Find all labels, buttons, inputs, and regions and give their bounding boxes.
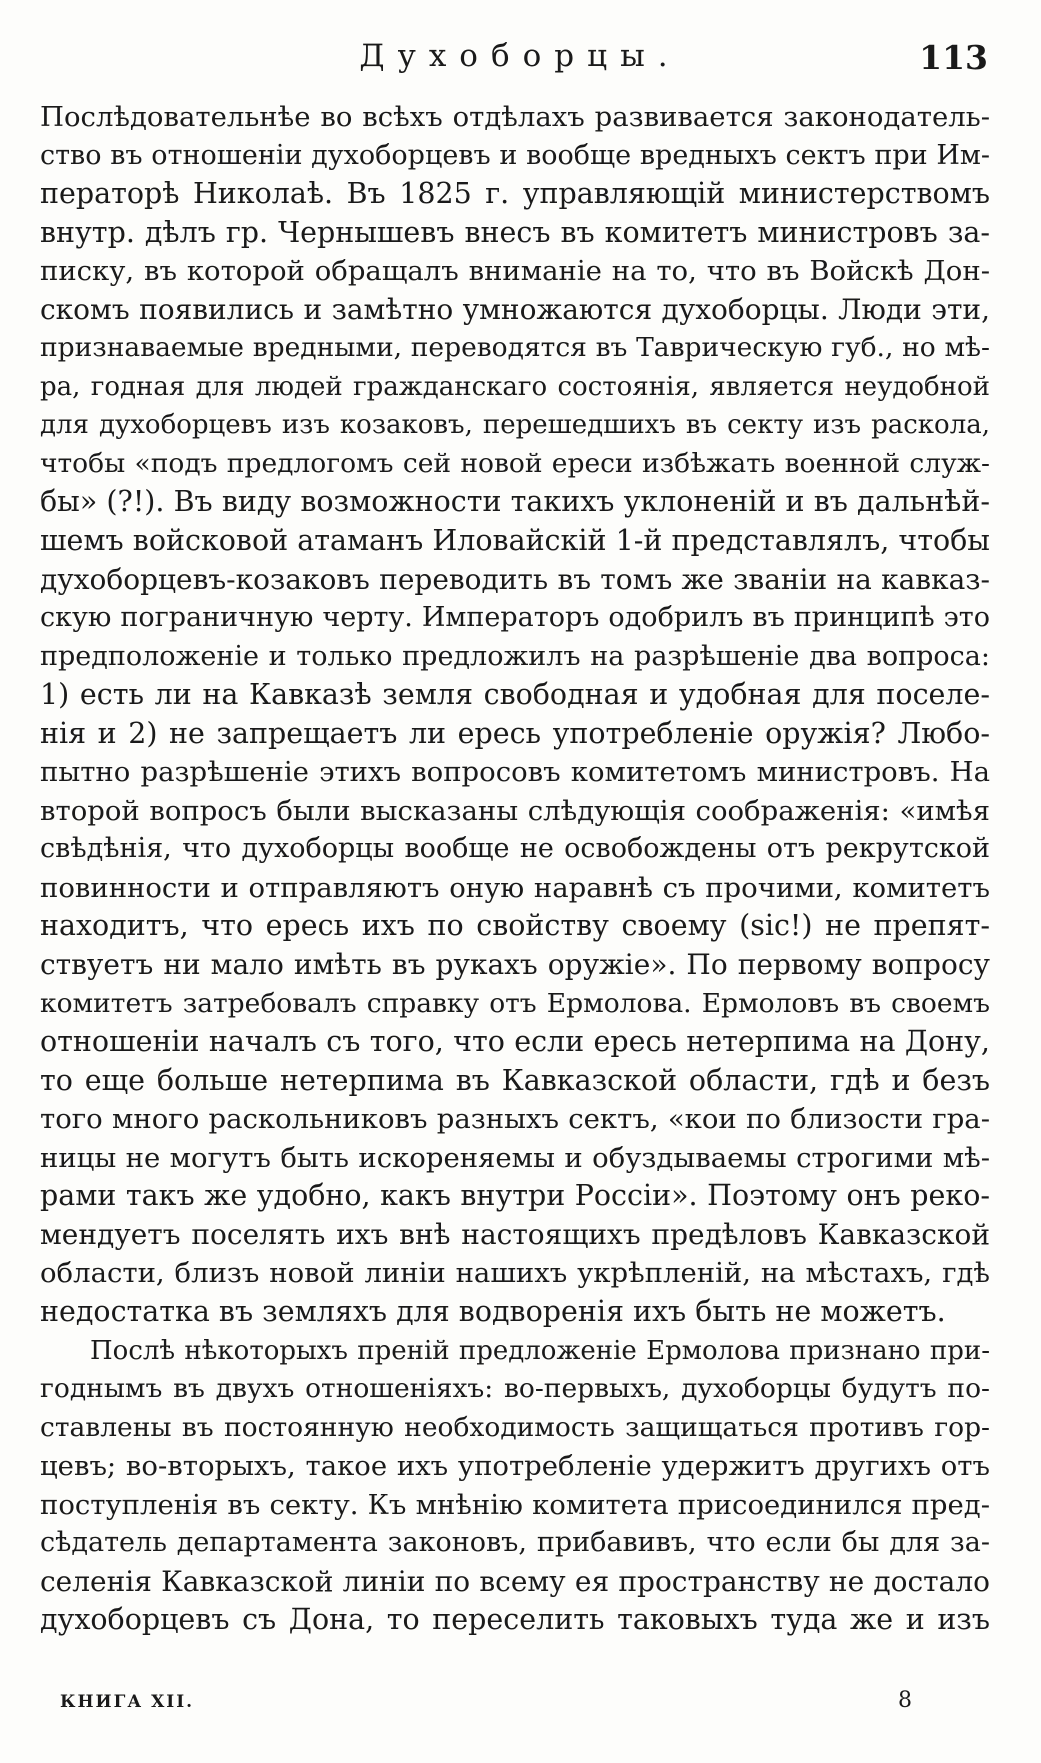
text-line: 1) есть ли на Кавказѣ земля свободная и удобная для поселе- xyxy=(40,678,990,712)
page-number: 113 xyxy=(919,38,988,77)
text-line: области, близъ новой линіи нашихъ укрѣпленій, на мѣстахъ, гдѣ xyxy=(40,1257,990,1290)
text-line: шемъ войсковой атаманъ Иловайскій 1-й представлялъ, чтобы xyxy=(40,524,990,558)
text-line: второй вопросъ были высказаны слѣдующія соображенія: «имѣя xyxy=(40,794,990,827)
text-line: предположеніе и только предложилъ на разрѣшеніе два вопроса: xyxy=(40,640,990,672)
text-line: годнымъ въ двухъ отношеніяхъ: во-первыхъ, духоборцы будутъ по- xyxy=(40,1373,990,1405)
text-line: скую пограничную черту. Императоръ одобрилъ въ принципѣ это xyxy=(40,602,990,634)
text-line: ницы не могутъ быть искореняемы и обуздываемы строгими мѣ- xyxy=(40,1141,990,1174)
text-line: нія и 2) не запрещаетъ ли ересь употребленіе оружія? Любо- xyxy=(40,716,990,750)
text-line: находитъ, что ересь ихъ по свойству своему (sic!) не препят- xyxy=(40,909,990,943)
text-line: ствуетъ ни мало имѣть въ рукахъ оружіе». По первому вопросу xyxy=(40,948,990,982)
text-line: ство въ отношеніи духоборцевъ и вообще вредныхъ сектъ при Им- xyxy=(40,139,990,171)
text-line: цевъ; во-вторыхъ, такое ихъ употребленіе удержитъ другихъ отъ xyxy=(40,1450,990,1483)
text-line: селенія Кавказской линіи по всему ея пространству не достало xyxy=(40,1564,990,1598)
text-line: отношеніи началъ съ того, что если ересь нетерпима на Дону, xyxy=(40,1025,990,1059)
text-line: чтобы «подъ предлогомъ сей новой ереси избѣжать военной служ- xyxy=(40,447,990,479)
text-line: свѣдѣнія, что духоборцы вообще не освобождены отъ рекрутской xyxy=(40,833,990,865)
text-line: поступленія въ секту. Къ мнѣнію комитета присоединился пред- xyxy=(40,1488,990,1521)
text-line: писку, въ которой обращалъ вниманіе на то, что въ Войскѣ Дон- xyxy=(40,255,990,288)
text-line: Послѣдовательнѣе во всѣхъ отдѣлахъ развивается законодатель- xyxy=(40,101,990,133)
text-line: повинности и отправляютъ оную наравнѣ съ прочими, комитетъ xyxy=(40,871,990,904)
text-line: пытно разрѣшеніе этихъ вопросовъ комитетомъ министровъ. На xyxy=(40,756,990,789)
text-line: бы» (?!). Въ виду возможности такихъ уклоненій и въ дальнѣй- xyxy=(40,485,990,519)
text-line: признаваемые вредными, переводятся въ Таврическую губ., но мѣ- xyxy=(40,332,990,364)
text-line: ставлены въ постоянную необходимость защищаться противъ гор- xyxy=(40,1411,990,1443)
text-line: то еще больше нетерпима въ Кавказской области, гдѣ и безъ xyxy=(40,1063,990,1097)
text-line: ператорѣ Николаѣ. Въ 1825 г. управляющій министерствомъ xyxy=(40,177,990,211)
text-line: ра, годная для людей гражданскаго состоянія, является неудобной xyxy=(40,371,990,402)
body-text xyxy=(40,98,990,1640)
text-line: мендуетъ поселять ихъ внѣ настоящихъ предѣловъ Кавказской xyxy=(40,1217,990,1251)
running-title: Духоборцы. xyxy=(359,38,681,74)
text-line: для духоборцевъ изъ козаковъ, перешедшихъ въ секту изъ раскола, xyxy=(40,410,990,441)
text-line: сѣдатель департамента законовъ, прибавивъ, что если бы для за- xyxy=(40,1527,990,1559)
signature-mark: КНИГА XII. xyxy=(60,1692,195,1712)
paragraph-end-line: недостатка въ земляхъ для водворенія ихъ быть не можетъ. xyxy=(40,1294,946,1328)
page-footer xyxy=(60,1688,960,1718)
paragraph-start-line: Послѣ нѣкоторыхъ преній предложеніе Ермолова признано при- xyxy=(90,1335,990,1366)
text-line: рами такъ же удобно, какъ внутри Россіи». Поэтому онъ реко- xyxy=(40,1179,990,1213)
page-header xyxy=(40,38,1000,88)
text-line: комитетъ затребовалъ справку отъ Ермолова. Ермоловъ въ своемъ xyxy=(40,987,990,1019)
signature-number: 8 xyxy=(898,1688,912,1713)
text-line: скомъ появились и замѣтно умножаются духоборцы. Люди эти, xyxy=(40,292,990,326)
text-line: внутр. дѣлъ гр. Чернышевъ внесъ въ комитетъ министровъ за- xyxy=(40,215,990,249)
text-line: духоборцевъ съ Дона, то переселить таковыхъ туда же и изъ xyxy=(40,1603,990,1637)
text-line: того много раскольниковъ разныхъ сектъ, «кои по близости гра- xyxy=(40,1103,990,1136)
text-line: духоборцевъ-козаковъ переводить въ томъ же званіи на кавказ- xyxy=(40,562,990,596)
